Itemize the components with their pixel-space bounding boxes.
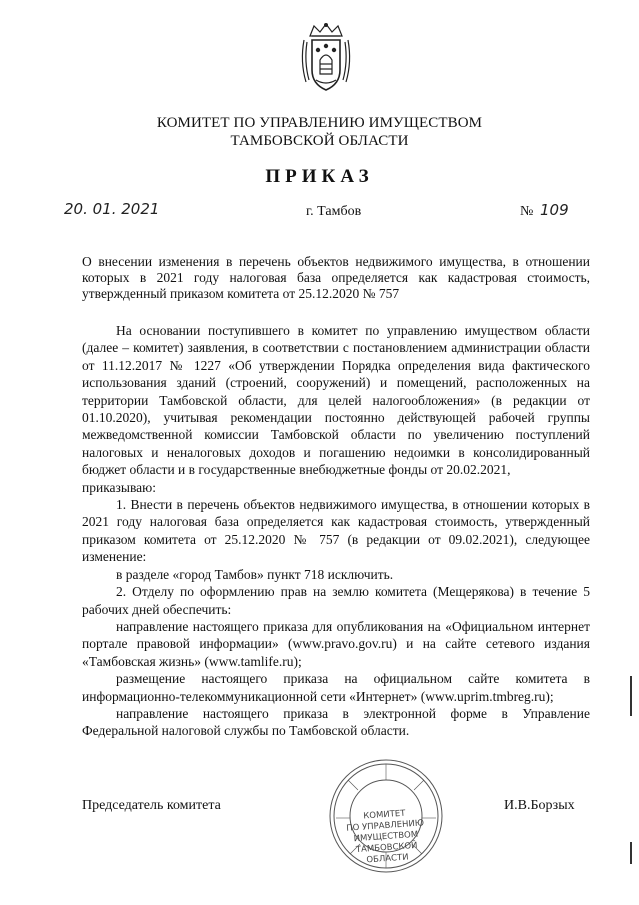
order-date: 20. 01. 2021 xyxy=(64,200,160,218)
order-number: 109 xyxy=(540,201,569,219)
signatory-name: И.В.Борзых xyxy=(504,798,575,813)
document-type-title: ПРИКАЗ xyxy=(265,166,374,187)
stamp-line: ОБЛАСТИ xyxy=(366,852,409,866)
stamp-line: ИМУЩЕСТВОМ xyxy=(353,829,419,845)
order-body xyxy=(82,322,590,740)
body-paragraph-basis: На основании поступившего в комитет по управлению имуществом области (далее – комитет) заявления, в соответствии с постановлением администрации области от 11.12.2017 № 1227 «Об утверждении Порядка определения вида фактического использования зданий (строений, сооружений) и помещений, расположенных на территории Тамбовской области, для целей налогообложения» (в редакции от 01.10.2020), учитывая рекомендации постоянно действующей рабочей группы межведомственной комиссии Тамбовской области по увеличению поступлений налоговых и неналоговых доходов и погашению недоимки в консолидированный бюджет области и в государственные внебюджетные фонды от 20.02.2021, xyxy=(82,323,590,478)
organization-name-line1: КОМИТЕТ ПО УПРАВЛЕНИЮ ИМУЩЕСТВОМ xyxy=(156,115,483,131)
stamp-line: ТАМБОВСКОЙ xyxy=(355,840,418,856)
stamp-text xyxy=(344,807,428,867)
body-paragraph-publication: направление настоящего приказа для опубликования на «Официальном интернет портале правовой информации» (www.pravo.gov.ru) и на сайте сетевого издания «Тамбовская жизнь» (www.tamlife.ru); xyxy=(82,618,590,669)
signatory-position: Председатель комитета xyxy=(82,798,221,813)
stamp-line: КОМИТЕТ xyxy=(363,808,406,822)
scan-edge-mark xyxy=(630,842,632,864)
body-paragraph-decree: приказываю: xyxy=(82,479,156,495)
body-paragraph-item2: 2. Отделу по оформлению прав на землю комитета (Мещерякова) в течение 5 рабочих дней обеспечить: xyxy=(82,584,590,617)
body-paragraph-website: размещение настоящего приказа на официальном сайте комитета в информационно-телекоммуникационной сети «Интернет» (www.uprim.tmbreg.ru); xyxy=(82,671,590,704)
stamp-line: ПО УПРАВЛЕНИЮ xyxy=(346,818,425,834)
body-paragraph-item1-change: в разделе «город Тамбов» пункт 718 исключить. xyxy=(116,566,394,582)
body-paragraph-item1: 1. Внести в перечень объектов недвижимого имущества, в отношении которых в 2021 году налоговая база определяется как кадастровая стоимость, утвержденный приказом комитета от 25.12.2020 № 757 (в редакции от 09.02.2021), следующее изменение: xyxy=(82,497,590,565)
order-subject: О внесении изменения в перечень объектов недвижимого имущества, в отношении которых в 2021 году налоговая база определяется как кадастровая стоимость, утвержденный приказом комитета от 25.12.2020 № 757 xyxy=(82,254,590,301)
organization-name-line2: ТАМБОВСКОЙ ОБЛАСТИ xyxy=(230,133,409,149)
order-number-label: № xyxy=(520,204,534,219)
body-paragraph-tax-service: направление настоящего приказа в электронной форме в Управление Федеральной налоговой службы по Тамбовской области. xyxy=(82,705,590,739)
order-city: г. Тамбов xyxy=(306,204,362,219)
scan-edge-mark xyxy=(630,676,632,716)
coat-of-arms-icon xyxy=(296,22,356,96)
